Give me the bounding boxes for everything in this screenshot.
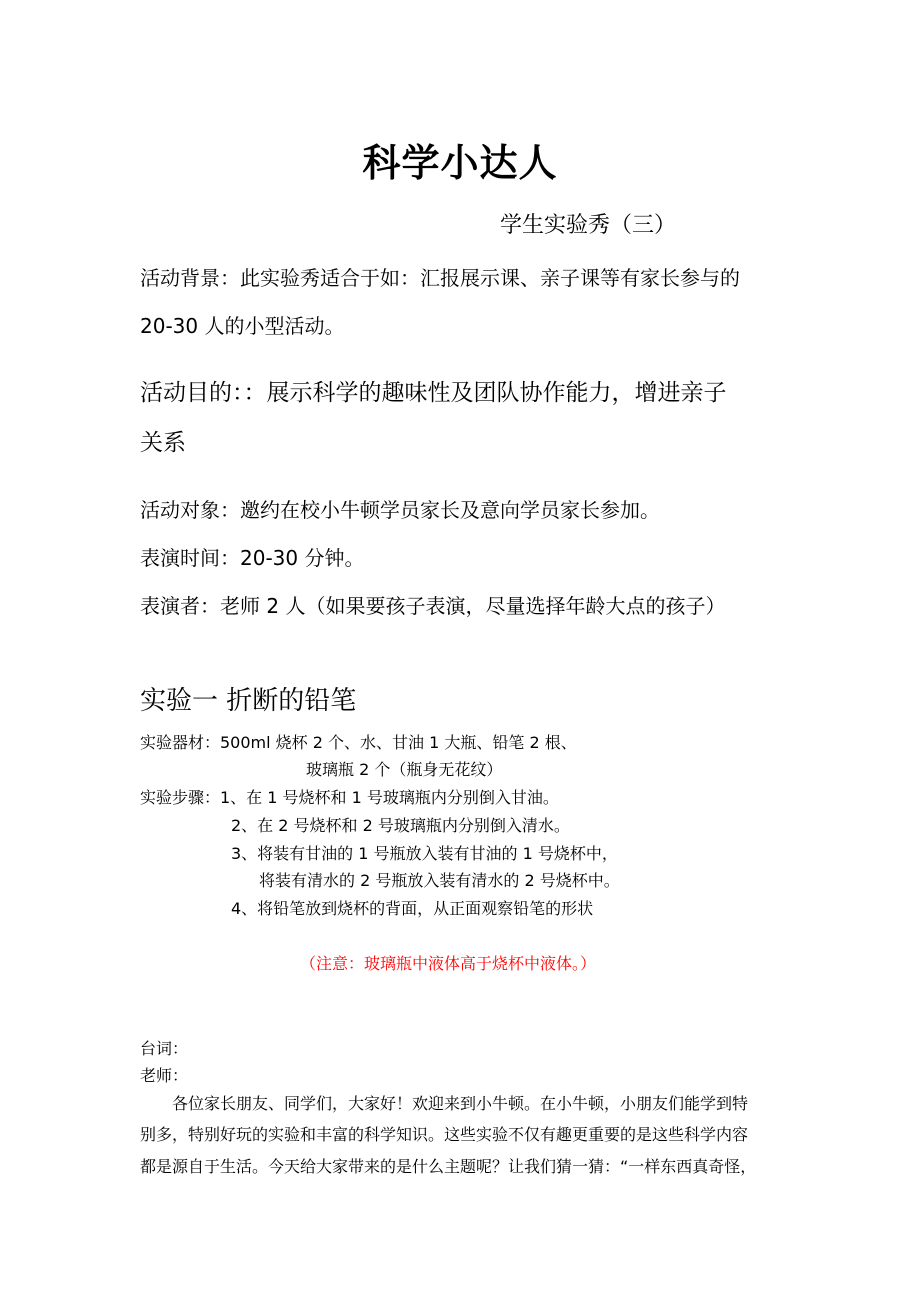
purpose-line-1: 活动目的：：展示科学的趣味性及团队协作能力，增进亲子: [140, 380, 727, 406]
background-line-2: 20-30 人的小型活动。: [140, 314, 345, 338]
script-line-2: 别多，特别好玩的实验和丰富的科学知识。这些实验不仅有趣更重要的是这些科学内容: [140, 1125, 749, 1144]
script-speaker: 老师：: [140, 1066, 189, 1085]
script-line-3: 都是源自于生活。今天给大家带来的是什么主题呢？让我们猜一猜：“一样东西真奇怪，: [140, 1157, 757, 1176]
audience-line: 活动对象：邀约在校小牛顿学员家长及意向学员家长参加。: [140, 498, 660, 522]
materials-line-2: 玻璃瓶 2 个（瓶身无花纹）: [306, 760, 503, 779]
experiment-note: （注意：玻璃瓶中液体高于烧杯中液体。）: [300, 954, 597, 973]
background-line-1: 活动背景：此实验秀适合于如：汇报展示课、亲子课等有家长参与的: [140, 266, 740, 290]
steps-step-3-line-1: 3、将装有甘油的 1 号瓶放入装有甘油的 1 号烧杯中，: [231, 844, 618, 863]
page-title: 科学小达人: [362, 141, 558, 185]
page-subtitle: 学生实验秀（三）: [500, 213, 677, 238]
materials-line-1: 实验器材：500ml 烧杯 2 个、水、甘油 1 大瓶、铅笔 2 根、: [140, 733, 577, 752]
steps-step-1: 实验步骤：1、在 1 号烧杯和 1 号玻璃瓶内分别倒入甘油。: [140, 788, 559, 807]
script-line-1: 各位家长朋友、同学们，大家好！欢迎来到小牛顿。在小牛顿，小朋友们能学到特: [172, 1094, 749, 1113]
steps-step-4: 4、将铅笔放到烧杯的背面，从正面观察铅笔的形状: [231, 899, 594, 918]
steps-step-2: 2、在 2 号烧杯和 2 号玻璃瓶内分别倒入清水。: [231, 816, 570, 835]
purpose-line-2: 关系: [140, 430, 186, 456]
duration-line: 表演时间：20-30 分钟。: [140, 546, 365, 570]
experiment-1-heading: 实验一 折断的铅笔: [140, 686, 357, 716]
performers-line: 表演者：老师 2 人（如果要孩子表演，尽量选择年龄大点的孩子）: [140, 594, 726, 618]
script-label: 台词：: [140, 1039, 189, 1058]
steps-step-3-line-2: 将装有清水的 2 号瓶放入装有清水的 2 号烧杯中。: [259, 871, 620, 890]
